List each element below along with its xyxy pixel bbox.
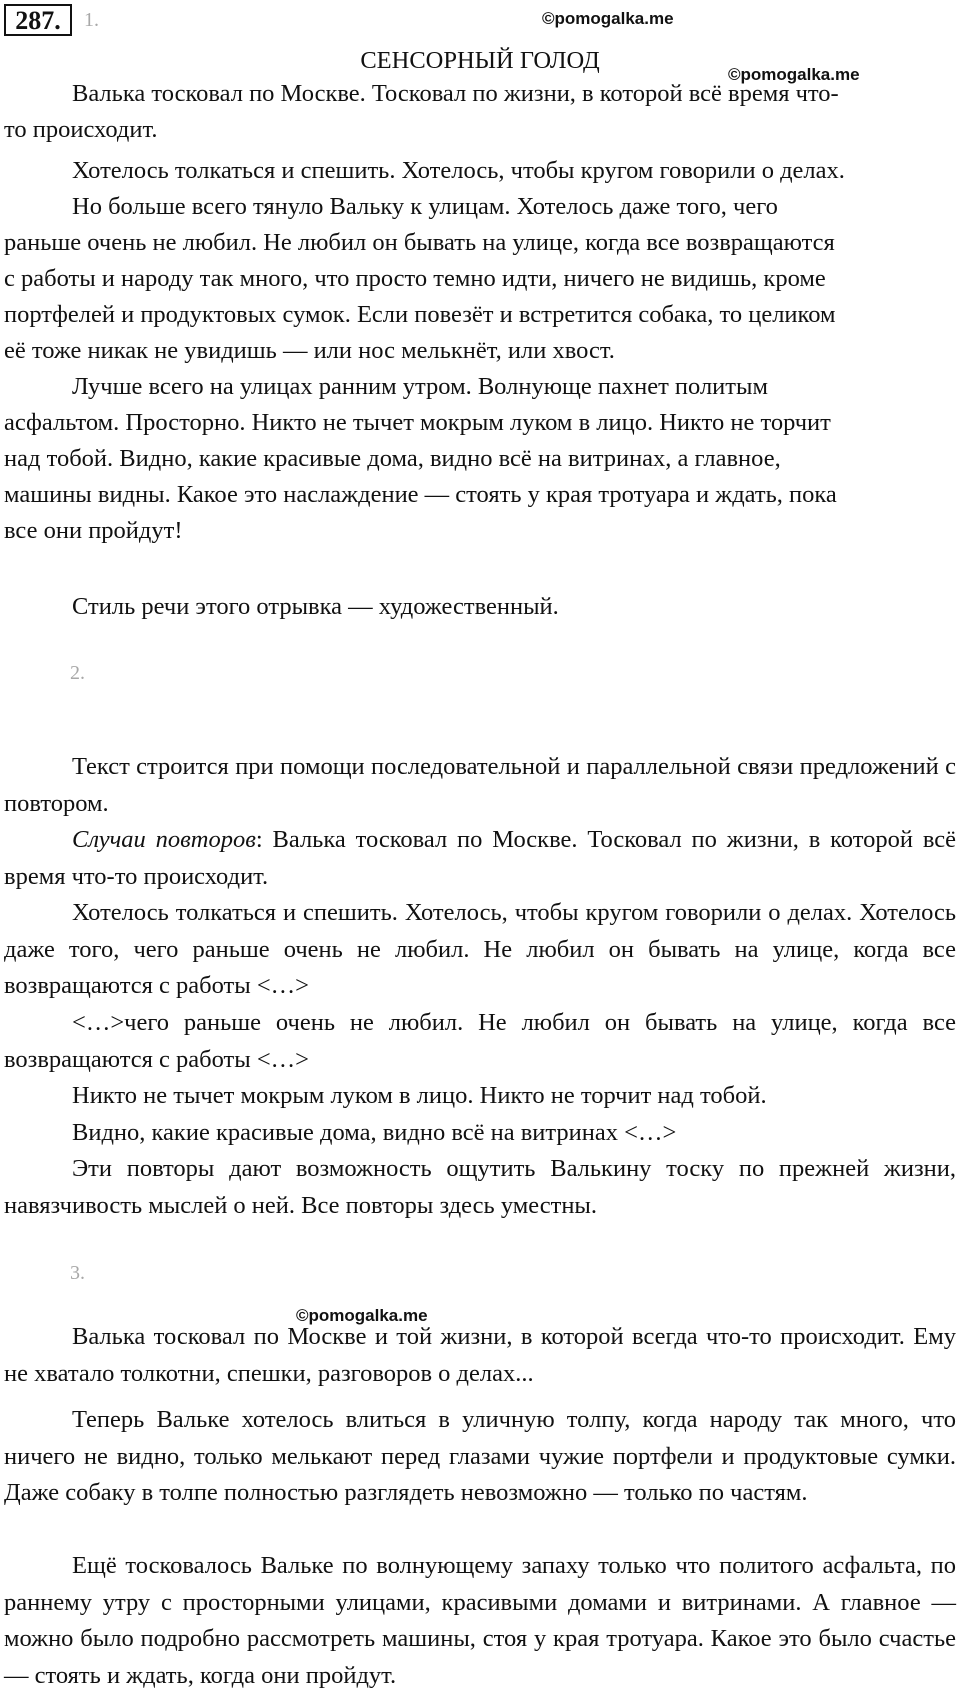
watermark: ©pomogalka.me [542,9,674,28]
text-line: портфелей и продуктовых сумок. Если повезёт и встретится собака, то целиком [4,301,836,328]
text-line: Лучше всего на улицах ранним утром. Волнующе пахнет политым [72,373,768,400]
text-line: асфальтом. Просторно. Никто не тычет мокрым луком в лицо. Никто не торчит [4,409,831,436]
part-3-label: 3. [70,1262,85,1284]
text-line: машины видны. Какое это наслаждение — стоять у края тротуара и ждать, пока [4,481,837,508]
paragraph: Хотелось толкаться и спешить. Хотелось, чтобы кругом говорили о делах. Хотелось даже того, чего раньше очень не любил. Не любил он бывать на улице, когда все возвращаются с работы <…> [4,899,956,999]
text-line: то происходит. [4,116,158,143]
watermark: ©pomogalka.me [728,65,860,84]
part-1-label: 1. [84,9,99,31]
text-line: с работы и народу так много, что просто темно идти, ничего не видишь, кроме [4,265,826,292]
text-line: раньше очень не любил. Не любил он бывать на улице, когда все возвращаются [4,229,835,256]
cases-label: Случаи повторов [72,826,256,853]
text-line: Валька тосковал по Москве. Тосковал по жизни, в которой всё время что- [72,80,839,107]
paragraph: Видно, какие красивые дома, видно всё на витринах <…> [72,1119,677,1146]
text-line: над тобой. Видно, какие красивые дома, видно всё на витринах, а главное, [4,445,781,472]
paragraph: Валька тосковал по Москве и той жизни, в которой всегда что-то происходит. Ему не хватало толкотни, спешки, разговоров о делах... [4,1323,956,1387]
text-line: все они пройдут! [4,517,183,544]
text-title: СЕНСОРНЫЙ ГОЛОД [360,47,600,74]
text-line: её тоже никак не увидишь — или нос мелькнёт, или хвост. [4,337,615,364]
paragraph [4,822,956,895]
paragraph: Ещё тосковалось Вальке по волнующему запаху только что политого асфальта, по раннему утру с просторными улицами, красивыми домами и витринами. А главное — можно было подробно рассмотреть машины, стоя у края тротуара. Какое это было счастье — стоять и ждать, когда они пройдут. [4,1552,956,1689]
paragraph: Эти повторы дают возможность ощутить Валькину тоску по прежней жизни, навязчивость мыслей о ней. Все повторы здесь уместны. [4,1155,956,1219]
text-line: Хотелось толкаться и спешить. Хотелось, чтобы кругом говорили о делах. [72,157,845,184]
paragraph: Текст строится при помощи последовательной и параллельной связи предложений с повтором. [4,753,956,817]
exercise-number: 287. [4,4,72,36]
paragraph: Теперь Вальке хотелось влиться в уличную толпу, когда народу так много, что ничего не видно, только мелькают перед глазами чужие портфели и продуктовые сумки. Даже собаку в толпе полностью разглядеть невозможно — только по частям. [4,1406,956,1506]
paragraph: <…>чего раньше очень не любил. Не любил он бывать на улице, когда все возвращаются с работы <…> [4,1009,956,1073]
style-note: Стиль речи этого отрывка — художественный. [72,593,559,620]
paragraph: Никто не тычет мокрым луком в лицо. Никто не торчит над тобой. [72,1082,767,1109]
cases-text: : Валька тосковал по Москве. Тосковал по жизни, в которой всё время что-то происходит. [4,826,956,890]
watermark: ©pomogalka.me [296,1306,428,1325]
text-line: Но больше всего тянуло Вальку к улицам. Хотелось даже того, чего [72,193,778,220]
part-2-label: 2. [70,662,85,684]
